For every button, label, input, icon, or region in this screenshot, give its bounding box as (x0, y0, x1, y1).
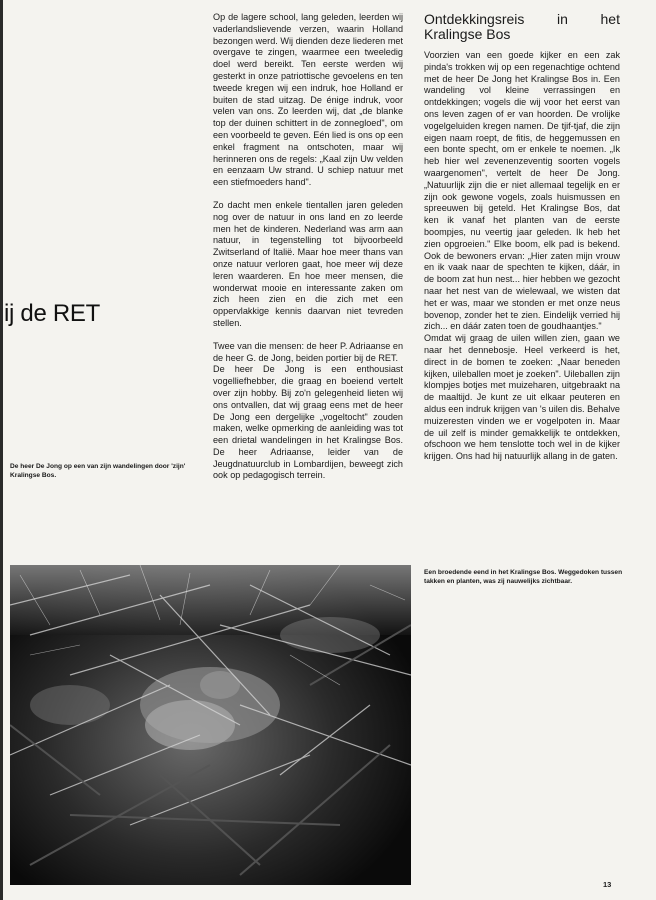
page-number: 13 (603, 880, 612, 889)
left-photo-caption: De heer De Jong op een van zijn wandelingen door 'zijn' Kralingse Bos. (10, 463, 186, 479)
duck-nest-photo (10, 565, 411, 885)
article-headline: ij de RET (4, 300, 100, 327)
section-title: Ontdekkingsreis in het Kralingse Bos (424, 11, 620, 42)
right-photo-caption: Een broedende eend in het Kralingse Bos. Weggedoken tussen takken en planten, was zij nauwelijks zichtbaar. (424, 569, 623, 585)
middle-paragraph-3: Twee van die mensen: de heer P. Adriaanse en de heer G. de Jong, beiden portier bij de RET. De heer De Jong is een enthousiast vogelliefhebber, die graag en boeiend vertelt over zijn hobby. Bij zo'n gelegenheid lieten wij ons ontvallen, dat wij graag eens met de heer De Jong een dergelijke „vogeltocht" zouden maken, welke opmerking de aanleiding was tot een drietal wandelingen in het Kralingse Bos. De heer Adriaanse, leider van de Jeugdnatuurclub in Lombardijen, beweegt zich ook op pedagogisch terrein. (213, 340, 403, 481)
middle-column (213, 12, 403, 493)
middle-paragraph-2: Zo dacht men enkele tientallen jaren geleden nog over de natuur in ons land en zo leerde men het de kinderen. Nederland was arm aan natuur, in tegenstelling tot bijvoorbeeld Zwitserland of Italië. Maar hoe meer thans van onze natuur verloren gaat, hoe meer wij deze leren waarderen. En hoe meer mensen, die wonderwat mooie en interessante zaken om zich heen zien en die zich met een oppervlakkige kennis daarvan niet tevreden stellen. (213, 199, 403, 328)
photo-illustration (10, 565, 411, 885)
middle-paragraph-1: Op de lagere school, lang geleden, leerden wij vaderlandslievende verzen, waarin Holland bezongen werd. Wij dienden deze liederen met overgave te zingen, waarmee een tweeledig doel werd bereikt. Ten eerste werden wij gesterkt in onze patriottische gevoelens en ten tweede kregen wij een indruk, hoe Holland er buiten de stad uitzag. De énige indruk, voor velen van ons. Zo leerden wij, dat „de blanke top der duinen schittert in de zonnegloed", om een voorbeeld te geven. Eén lied is ons op een enkel fragment na ontschoten, maar wij herinneren ons de regels: „Kaal zijn Uw velden en eenzaam Uw strand. U schiep natuur met een stiefmoeders hand". (213, 12, 403, 188)
right-paragraph-1: Voorzien van een goede kijker en een zak pinda's trokken wij op een regenachtige ochtend met de heer De Jong het Kralingse Bos in. Een wandeling vol kleine verrassingen en ontdekkingen; vogels die wij voor het eerst van ons leven zagen of er van hoorden. De vrolijke vogelgeluiden kregen namen. De tjif-tjaf, die zijn eigen naam roept, de fitis, de heggemussen en een bonte specht, om er enkele te noemen. „Ik heb hier wel zevenenzeventig soorten vogels waargenomen", vertelt de heer De Jong. „Natuurlijk zijn die er niet allemaal tegelijk en er zijn ook gewone vogels, zoals huismussen en spreeuwen bij geteld. Het Kralingse Bos, dat ken ik vanaf het planten van de eerste boompjes, nu veertig jaar geleden. Ik heb het zien opgroeien." Elke boom, elk pad is bekend. Ook de bewoners ervan: „Hier zaten mijn vrouw en ik vaak naar de spechten te kijken, dáár, in de boom zat hun nest... hier hebben we gezocht naar het nest van de wielewaal, we wisten dat het er was, maar we stonden er met onze neus bovenop, zonder het te zien. Eindelijk verried hij zich... en dáár zaten toen de goudhaantjes." Omdat wij graag de uilen willen zien, gaan we naar het dennebosje. Heel verkeerd is het, direct in de bomen te zoeken: „Naar beneden kijken, uileballen moet je zoeken". Uileballen zijn klompjes botjes met muizeharen, uitgebraakt na de maaltijd. Je kunt ze uit elkaar peuteren en aldus een indruk krijgen van 's uilen dis. Behalve muizeresten vinden we er vogelpoten in. Maar de uil zelf is minder gemakkelijk te ontdekken, ofschoon we hem tenslotte toch wel in de kijker krijgen. Ons had hij natuurlijk allang in de gaten. (424, 50, 620, 462)
page-gutter-edge (0, 0, 3, 900)
right-column (424, 12, 620, 474)
